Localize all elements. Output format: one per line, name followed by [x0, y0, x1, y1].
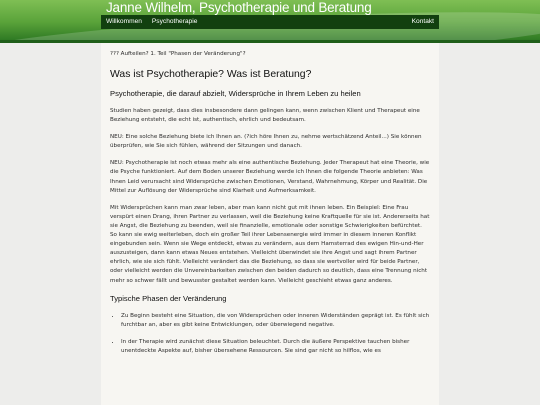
site-header	[0, 0, 540, 40]
site-title[interactable]: Janne Wilhelm, Psychotherapie und Beratung	[106, 0, 372, 15]
main-content	[101, 43, 439, 405]
phases-list	[110, 312, 430, 356]
nav-item-psychotherapie[interactable]: Psychotherapie	[151, 18, 198, 25]
page-title: Was ist Psychotherapie? Was ist Beratung?	[110, 69, 312, 80]
main-navigation	[101, 15, 439, 29]
phases-heading: Typische Phasen der Veränderung	[110, 293, 227, 303]
list-item: • Zu Beginn besteht eine Situation, die von Widersprüchen oder inneren Widerständen geprägt ist. Es fühlt sich furchtbar an, aber es gibt keine Entwicklungen, oder überwiegend negative.	[121, 312, 430, 330]
nav-item-willkommen[interactable]: Willkommen	[106, 18, 142, 25]
paragraph-1: Studien haben gezeigt, dass dies insbesondere dann gelingen kann, wenn zwischen Klient und Therapeut eine Beziehung entsteht, die echt ist, authentisch, ehrlich und bedeutsam.	[110, 108, 420, 124]
page-subtitle: Psychotherapie, die darauf abzielt, Widersprüche in Ihrem Leben zu heilen	[110, 89, 361, 98]
breadcrumb: ??? Aufteilen? 1. Teil "Phasen der Veränderung"?	[110, 51, 246, 57]
paragraph-4: Mit Widersprüchen kann man zwar leben, aber man kann nicht gut mit ihnen leben. Ein Beispiel: Eine Frau verspürt einen Drang, ihren Partner zu verlassen, weil die Beziehung keine Kraftquelle für sie ist. Andererseits hat sie Angst, die Beziehung zu beenden, weil sie finanzielle, emotionale oder sonstige Schwierigkeiten befürchtet. So kann sie ewig weiterleben, doch ein großer Teil ihrer Lebensenergie wird immer in diesem inneren Konflikt eingebunden sein. Wenn sie Wege entdeckt, etwas zu verändern, aus dem Hamsterrad des ewigen Hin-und-Her auszusteigen, dann kann etwas Neues entstehen. Vielleicht überwindet sie ihre Angst und sagt ihrem Partner ehrlich, wie sie sich fühlt. Vielleicht verändert das die Beziehung, so dass sie wertvoller wird für beide Partner, oder vielleicht werden die Unvereinbarkeiten zwischen den beiden dadurch so deutlich, dass eine Trennung nicht mehr so schwer fällt und bewusster gestaltet werden kann. Vielleicht geschieht etwas ganz anderes.	[110, 204, 430, 284]
paragraph-3: NEU: Psychotherapie ist noch etwas mehr als eine authentische Beziehung. Jeder Therapeut hat eine Theorie, wie die Psyche funktioniert. Auf dem Boden unserer Beziehung werde ich Ihnen die folgende Theorie anbieten: Was Ihnen Leid verursacht sind Widersprüche zwischen Emotionen, Verstand, Wahrnehmung, Körper und Realität. Die Mittel zur Auflösung der Widersprüche sind Klarheit und Aufmerksamkeit.	[110, 160, 430, 194]
paragraph-2: NEU: Eine solche Beziehung biete ich Ihnen an. (?ich höre Ihnen zu, nehme wertschätzend Anteil...) Sie können überprüfen, wie Sie sich fühlen, während der Sitzungen und danach.	[110, 134, 422, 150]
nav-item-kontakt[interactable]: Kontakt	[411, 18, 434, 25]
list-item: • In der Therapie wird zunächst diese Situation beleuchtet. Durch die äußere Perspektive tauchen bisher unentdeckte Aspekte auf, bisher übersehene Ressourcen. Sie sind gar nicht so hilflos, wie es	[121, 338, 430, 356]
